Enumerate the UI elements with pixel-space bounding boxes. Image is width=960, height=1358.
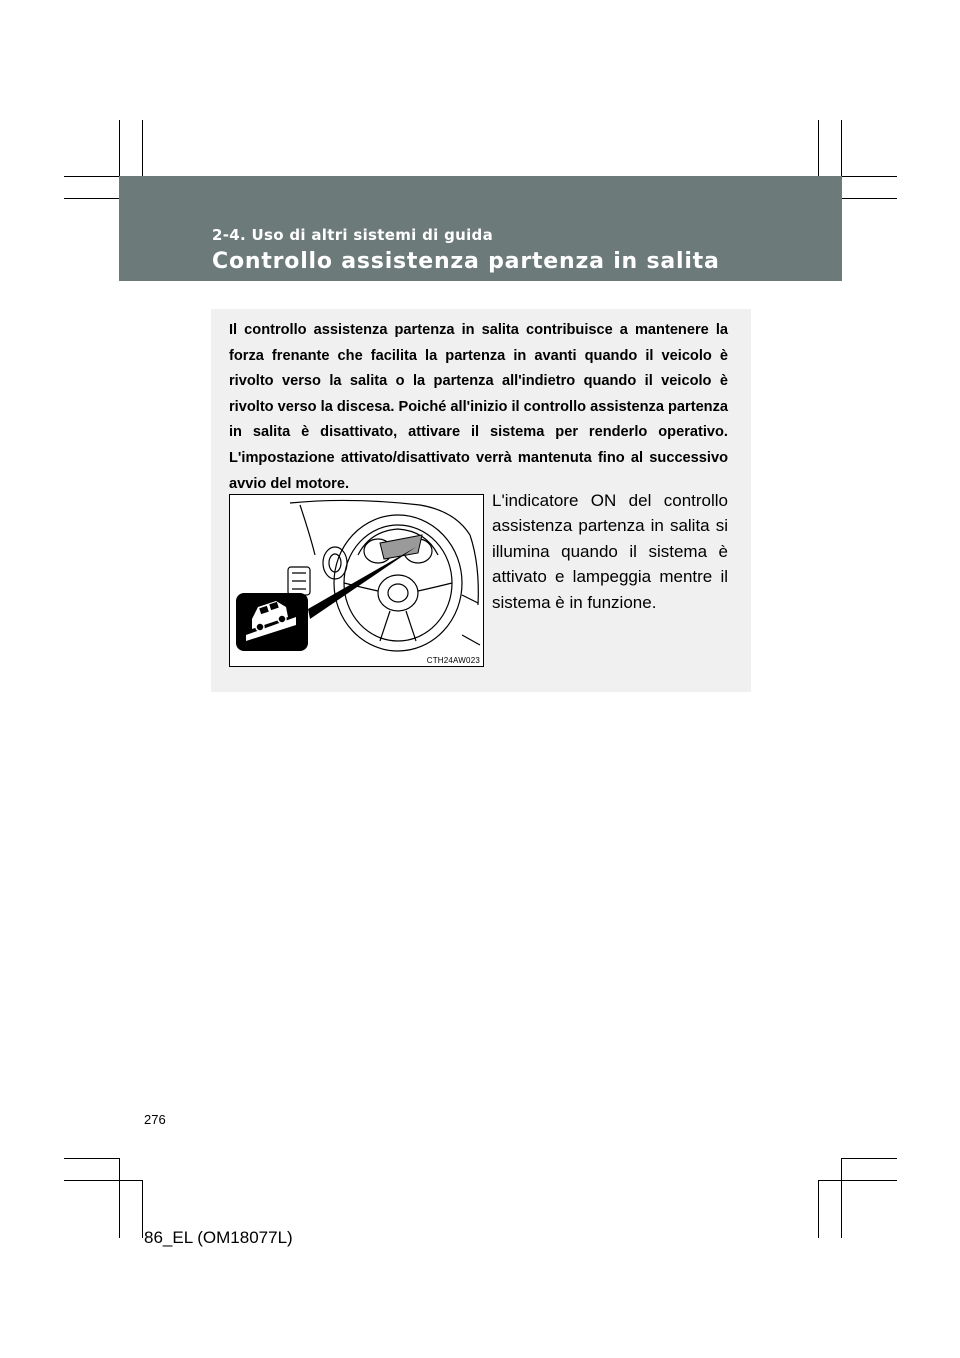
section-label: 2-4. Uso di altri sistemi di guida [212,226,494,244]
crop-mark [64,1158,119,1159]
page-title: Controllo assistenza partenza in salita [212,249,720,274]
crop-mark [842,1158,897,1159]
crop-mark [818,1180,897,1181]
crop-mark [841,120,842,176]
crop-mark [818,120,819,176]
crop-mark [64,198,119,199]
crop-mark [64,176,119,177]
figure-code: CTH24AW023 [426,656,480,665]
page-number: 276 [144,1112,166,1127]
crop-mark [142,120,143,176]
dashboard-illustration [229,494,484,667]
crop-mark [119,1158,120,1238]
crop-mark [841,1158,842,1238]
crop-mark [818,1180,819,1238]
dashboard-drawing [230,495,484,667]
crop-mark [119,120,120,176]
intro-paragraph: Il controllo assistenza partenza in salita contribuisce a mantenere la forza frenante che facilita la partenza in avanti quando il veicolo è rivolto verso la salita o la partenza all'indietro quando il veicolo è rivolto verso la discesa. Poiché all'inizio il controllo assistenza partenza in salita è disattivato, attivare il sistema per renderlo operativo. L'impostazione attivato/disattivato verrà mantenuta fino al successivo avvio del motore. [229,322,729,492]
document-code: 86_EL (OM18077L) [144,1228,293,1247]
crop-mark [842,198,897,199]
crop-mark [842,176,897,177]
figure-caption: L'indicatore ON del controllo assistenza partenza in salita si illumina quando il sistema è attivato e lampeggia mentre il sistema è in funzione. [492,491,728,612]
crop-mark [142,1180,143,1238]
crop-mark [64,1180,142,1181]
